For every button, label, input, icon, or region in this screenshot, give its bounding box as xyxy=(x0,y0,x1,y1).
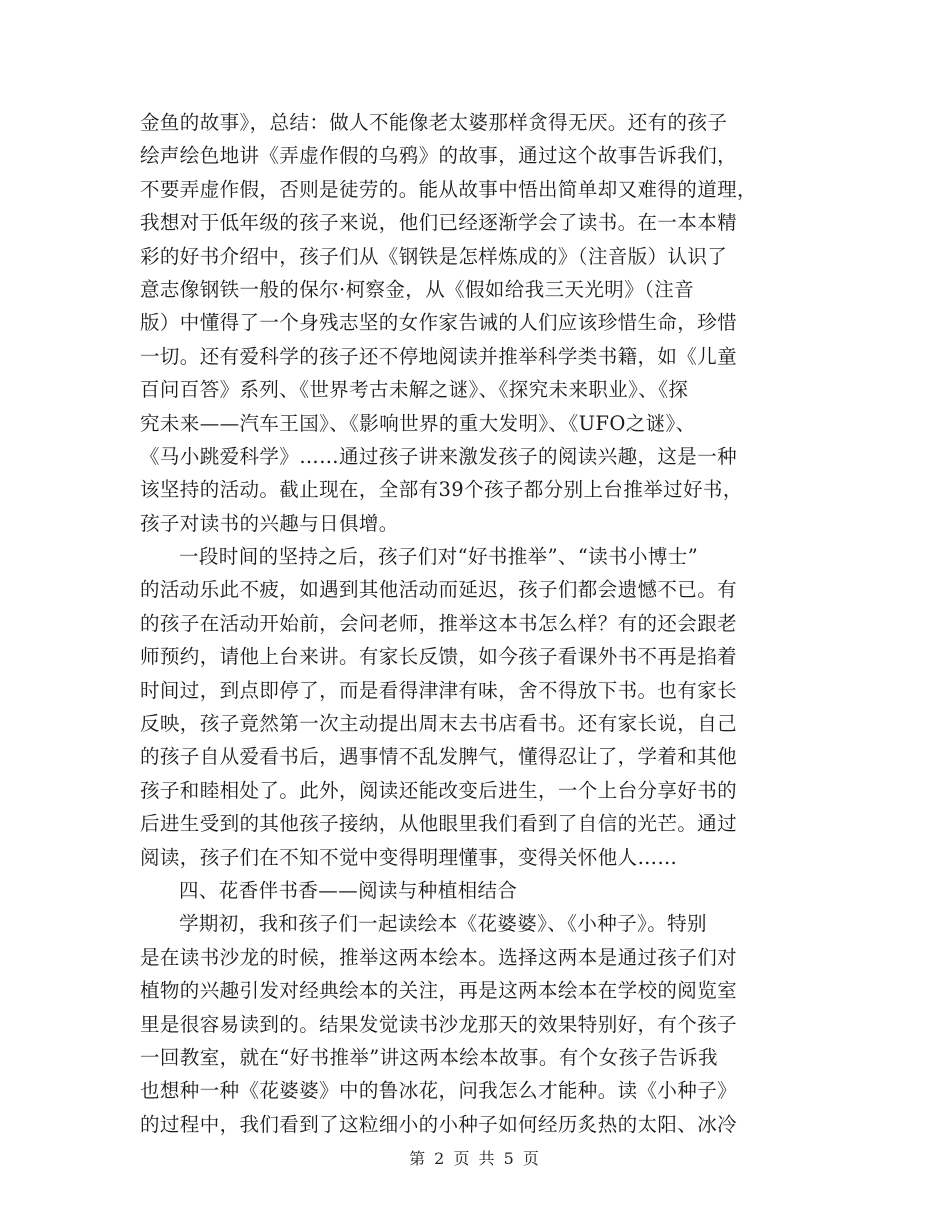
text-line: 的活动乐此不疲，如遇到其他活动而延迟，孩子们都会遗憾不已。有 xyxy=(140,578,738,602)
text-line: 孩子对读书的兴趣与日俱增。 xyxy=(140,511,399,535)
text-line: 的孩子在活动开始前，会问老师，推举这本书怎么样？有的还会跟老 xyxy=(140,611,738,635)
text-line: 植物的兴趣引发对经典绘本的关注，再是这两本绘本在学校的阅览室 xyxy=(140,979,738,1003)
text-line: 该坚持的活动。截止现在，全部有39个孩子都分别上台推举过好书， xyxy=(140,478,743,502)
text-line: 彩的好书介绍中，孩子们从《钢铁是怎样炼成的》（注音版）认识了 xyxy=(140,244,728,268)
text-line: 意志像钢铁一般的保尔·柯察金，从《假如给我三天光明》（注音 xyxy=(140,277,695,301)
text-line: 究未来——汽车王国》、《影响世界的重大发明》、《UFO之谜》、 xyxy=(140,411,696,435)
text-line: 我想对于低年级的孩子来说，他们已经逐渐学会了读书。在一本本精 xyxy=(140,211,738,235)
text-line: 一段时间的坚持之后，孩子们对“好书推举”、“读书小博士” xyxy=(179,545,699,569)
text-line: 后进生受到的其他孩子接纳，从他眼里我们看到了自信的光芒。通过 xyxy=(140,812,738,836)
text-line: 学期初，我和孩子们一起读绘本《花婆婆》、《小种子》。特别 xyxy=(179,912,707,936)
text-line: 也想种一种《花婆婆》中的鲁冰花，问我怎么才能种。读《小种子》 xyxy=(140,1079,738,1103)
text-line: 里是很容易读到的。结果发觉读书沙龙那天的效果特别好，有个孩子 xyxy=(140,1012,738,1036)
text-line: 一切。还有爱科学的孩子还不停地阅读并推举科学类书籍，如《儿童 xyxy=(140,344,738,368)
text-line: 四、花香伴书香——阅读与种植相结合 xyxy=(179,878,518,902)
text-line: 师预约，请他上台来讲。有家长反馈，如今孩子看课外书不再是掐着 xyxy=(140,645,738,669)
text-line: 孩子和睦相处了。此外，阅读还能改变后进生，一个上台分享好书的 xyxy=(140,778,738,802)
text-line: 阅读，孩子们在不知不觉中变得明理懂事，变得关怀他人…… xyxy=(140,845,678,869)
text-line: 的过程中，我们看到了这粒细小的小种子如何经历炙热的太阳、冰冷 xyxy=(140,1112,738,1136)
text-line: 百问百答》系列、《世界考古未解之谜》、《探究未来职业》、《探 xyxy=(140,378,689,402)
text-line: 金鱼的故事》，总结：做人不能像老太婆那样贪得无厌。还有的孩子 xyxy=(140,111,728,134)
text-line: 不要弄虚作假，否则是徒劳的。能从故事中悟出简单却又难得的道理， xyxy=(140,177,757,201)
text-line: 的孩子自从爱看书后，遇事情不乱发脾气，懂得忍让了，学着和其他 xyxy=(140,745,738,769)
page-footer: 第 2 页 共 5 页 xyxy=(409,1149,541,1168)
text-line: 《马小跳爱科学》……通过孩子讲来激发孩子的阅读兴趣，这是一种 xyxy=(140,444,738,468)
text-line: 时间过，到点即停了，而是看得津津有味，舍不得放下书。也有家长 xyxy=(140,678,738,702)
text-line: 版）中懂得了一个身残志坚的女作家告诫的人们应该珍惜生命，珍惜 xyxy=(140,311,738,335)
text-line: 一回教室，就在“好书推举”讲这两本绘本故事。有个女孩子告诉我 xyxy=(140,1045,718,1069)
text-line: 绘声绘色地讲《弄虚作假的乌鸦》的故事，通过这个故事告诉我们， xyxy=(140,144,738,168)
document-body xyxy=(140,106,810,1141)
text-line: 反映，孩子竟然第一次主动提出周末去书店看书。还有家长说，自己 xyxy=(140,712,738,736)
text-line: 是在读书沙龙的时候，推举这两本绘本。选择这两本是通过孩子们对 xyxy=(140,945,738,969)
